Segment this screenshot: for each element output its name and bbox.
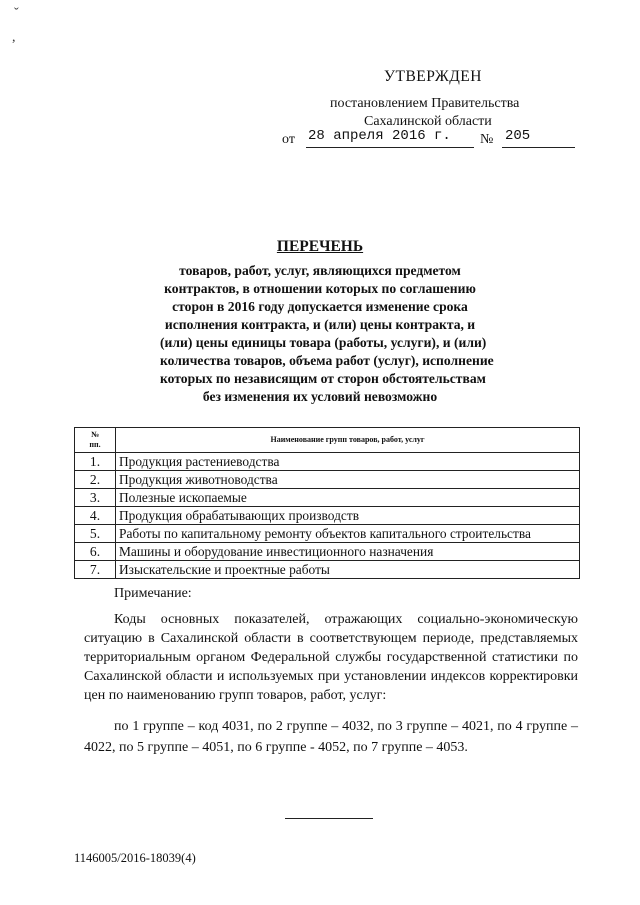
approved-heading: УТВЕРЖДЕН [384,68,482,85]
column-header-number [75,428,116,453]
table-row [75,525,580,543]
document-subtitle [160,262,494,406]
resolution-date: 28 апреля 2016 г. [306,128,474,148]
subtitle-line: товаров, работ, услуг, являющихся предметом [179,263,461,278]
region-line: Сахалинской области [364,114,492,129]
subtitle-line: без изменения их условий невозможно [202,389,438,404]
table-row [75,453,580,471]
table-row [75,489,580,507]
row-number: 5. [75,525,116,543]
row-number: 3. [75,489,116,507]
subtitle-line: количества товаров, объема работ (услуг), исполнение [160,353,494,368]
table-row [75,543,580,561]
resolution-number: 205 [502,128,575,148]
document-code: 1146005/2016-18039(4) [74,851,196,865]
subtitle-line: (или) цены единицы товара (работы, услуги), и (или) [160,335,487,350]
separator-line [285,818,373,819]
document-title: ПЕРЕЧЕНЬ [276,238,364,255]
codes-paragraph: по 1 группе – код 4031, по 2 группе – 4032, по 3 группе – 4021, по 4 группе – 4022, по 5 группе – 4051, по 6 группе - 4052, по 7 группе – 4053. [84,719,578,755]
row-number: 7. [75,561,116,579]
note-paragraph: Коды основных показателей, отражающих социально-экономическую ситуацию в Сахалинской области в соответствующем периоде, представляемых территориальным органом Федеральной службы государственной статистики по Сахалинской области и используемых при установлении индексов корректировки цен по наименованию групп товаров, работ, услуг: [84,612,578,703]
note-codes [84,716,578,758]
table-row [75,561,580,579]
number-label: № [480,132,494,147]
row-number: 2. [75,471,116,489]
date-prefix: от [282,132,295,147]
subtitle-line: контрактов, в отношении которых по соглашению [164,281,476,296]
table-header-row [75,428,580,453]
row-name: Машины и оборудование инвестиционного назначения [116,543,580,561]
row-name: Изыскательские и проектные работы [116,561,580,579]
row-name: Полезные ископаемые [116,489,580,507]
row-name: Продукция обрабатывающих производств [116,507,580,525]
resolution-line: постановлением Правительства [330,96,520,111]
note-body [84,610,578,705]
row-number: 1. [75,453,116,471]
row-number: 6. [75,543,116,561]
column-header-name: Наименование групп товаров, работ, услуг [116,428,580,453]
row-name: Продукция растениеводства [116,453,580,471]
subtitle-line: сторон в 2016 году допускается изменение срока [172,299,468,314]
subtitle-line: исполнения контракта, и (или) цены контракта, и [164,317,476,332]
date-number-line [282,128,582,152]
row-number: 4. [75,507,116,525]
scan-mark: ˇ [14,6,19,21]
column-header-number-line2: пп. [89,440,101,449]
column-header-number-line1: № [90,430,100,439]
row-name: Продукция животноводства [116,471,580,489]
table-row [75,507,580,525]
scan-mark: , [12,30,16,45]
subtitle-line: которых по независящим от сторон обстоятельствам [160,371,486,386]
row-name: Работы по капитальному ремонту объектов капитального строительства [116,525,580,543]
groups-table [74,427,580,579]
note-label: Примечание: [114,586,192,601]
table-row [75,471,580,489]
